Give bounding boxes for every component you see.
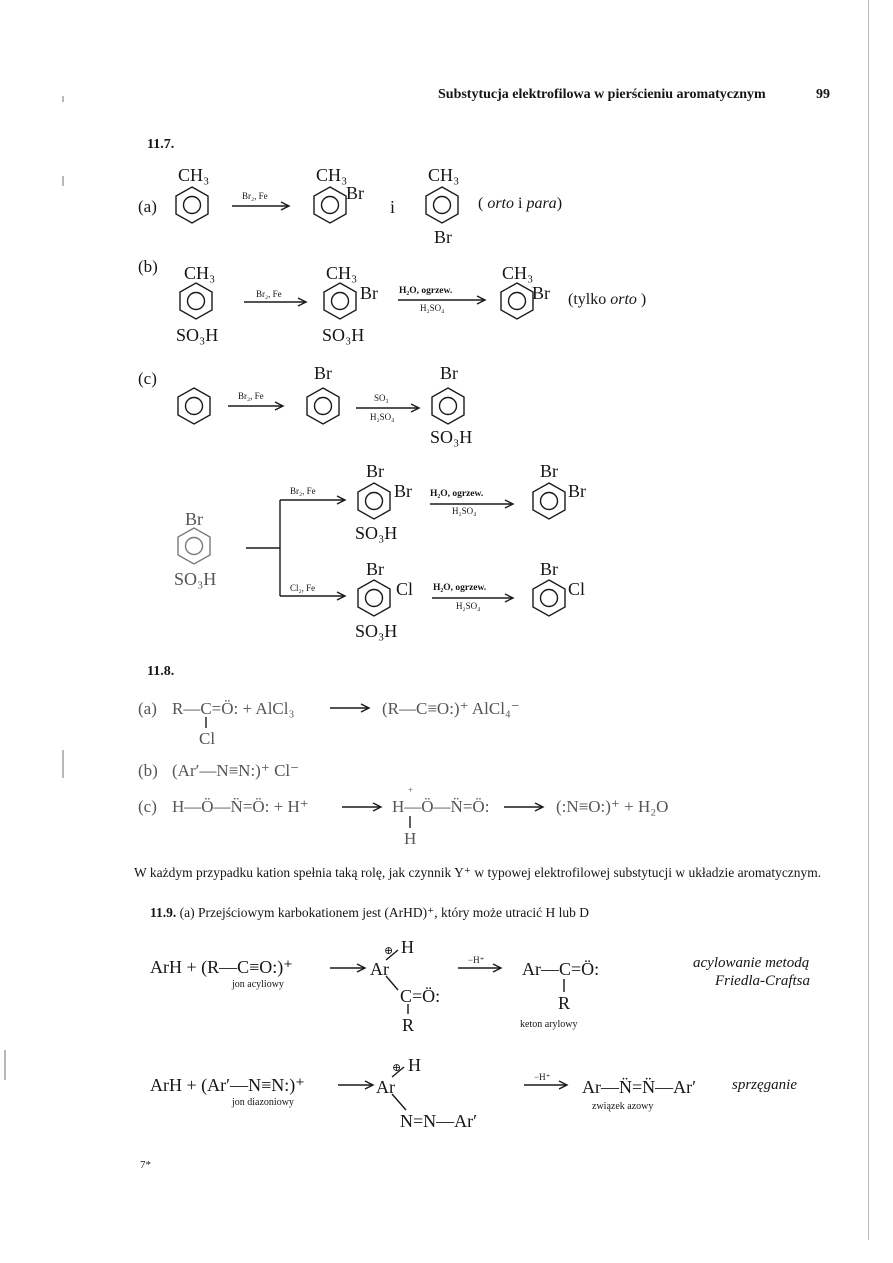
- substituent-text: Cl: [396, 579, 414, 599]
- benzene-ring-icon: [358, 483, 390, 519]
- condition-text: H₂O, ogrzew.: [430, 489, 484, 499]
- equation-text: H: [408, 1055, 421, 1075]
- substituent-text: CH₃: [178, 165, 210, 185]
- paragraph: [150, 904, 840, 922]
- substituent-text: CH₃: [502, 263, 534, 283]
- condition-text: H₂O, ogrzew.: [399, 286, 453, 296]
- section-number: 11.8.: [147, 664, 175, 679]
- substituent-text: Br: [346, 183, 364, 203]
- benzene-ring-icon: [307, 388, 339, 424]
- species-label: keton arylowy: [520, 1019, 578, 1030]
- equation-text: H: [401, 937, 414, 957]
- substituent-text: Br: [568, 481, 586, 501]
- condition-text: H₂SO₄: [456, 601, 481, 611]
- substituent-text: Cl: [568, 579, 586, 599]
- benzene-ring-icon: [176, 187, 208, 223]
- benzene-ring-icon: [426, 187, 458, 223]
- substituent-text: Br: [540, 461, 558, 481]
- equation-text: R: [558, 993, 571, 1013]
- conjunction-text: i: [390, 197, 396, 217]
- benzene-ring-icon: [314, 187, 346, 223]
- substituent-text: Br: [440, 363, 458, 383]
- equation-text: H—Ö—N̈=Ö: + H⁺: [172, 797, 309, 816]
- substituent-text: Br: [394, 481, 412, 501]
- lead-text: (a) Przejściowym karbokationem jest (ArHD)⁺, który może utracić H lub D: [176, 905, 590, 920]
- equation-text: (R—C≡O:)⁺ AlCl₄⁻: [382, 699, 520, 718]
- substituent-text: CH₃: [316, 165, 348, 185]
- benzene-ring-icon: [178, 388, 210, 424]
- substituent-text: CH₃: [326, 263, 358, 283]
- substituent-text: SO₃H: [322, 325, 365, 345]
- arrow-label: −H⁺: [534, 1072, 551, 1082]
- reaction-name: acylowanie metodą: [693, 955, 810, 971]
- substituent-text: Br: [532, 283, 550, 303]
- condition-text: H₂SO₄: [370, 412, 395, 422]
- substituent-text: CH₃: [428, 165, 460, 185]
- reaction-label: (c): [138, 797, 157, 816]
- condition-text: H₂SO₄: [420, 303, 445, 313]
- substituent-text: SO₃H: [430, 427, 473, 447]
- charge-text: ⊕: [392, 1062, 402, 1074]
- substituent-text: Br: [185, 509, 203, 529]
- equation-text: Ar: [376, 1077, 395, 1097]
- equation-text: Ar—C=Ö:: [522, 959, 600, 979]
- substituent-text: SO₃H: [176, 325, 219, 345]
- section-number: 11.9.: [150, 905, 177, 920]
- reaction-label: (b): [138, 257, 158, 276]
- equation-text: ArH + (Ar′—N≡N:)⁺: [150, 1075, 305, 1095]
- orientation-note: [568, 292, 646, 308]
- species-label: jon acyliowy: [232, 979, 284, 990]
- reagent-text: Br₂, Fe: [256, 289, 282, 299]
- substituent-text: SO₃H: [355, 523, 398, 543]
- equation-text: R—C=Ö: + AlCl₃: [172, 699, 295, 718]
- reagent-text: Cl₂, Fe: [290, 583, 316, 593]
- benzene-ring-icon: [358, 580, 390, 616]
- species-label: związek azowy: [592, 1101, 654, 1112]
- benzene-ring-icon: [533, 483, 565, 519]
- reaction-name: sprzęganie: [732, 1077, 797, 1093]
- equation-text: ArH + (R—C≡O:)⁺: [150, 957, 293, 977]
- benzene-ring-icon: [178, 528, 210, 564]
- reagent-text: Br₂, Fe: [290, 486, 316, 496]
- reaction-label: (c): [138, 369, 157, 388]
- note-text: (: [478, 195, 488, 212]
- page-number: 99: [816, 87, 830, 102]
- note-text: orto: [610, 291, 637, 308]
- signature-mark: 7*: [140, 1159, 151, 1171]
- running-header: Substytucja elektrofilowa w pierścieniu aromatycznym: [438, 87, 766, 102]
- species-label: jon diazoniowy: [232, 1097, 294, 1108]
- condition-text: SO₃: [374, 393, 389, 403]
- note-text: (tylko: [568, 291, 611, 308]
- arrow-label: −H⁺: [468, 955, 485, 965]
- note-text: ): [636, 291, 647, 308]
- equation-text: H: [404, 829, 417, 848]
- benzene-ring-icon: [533, 580, 565, 616]
- note-text: i: [514, 195, 527, 212]
- equation-text: Ar—N̈=N̈—Ar′: [582, 1077, 697, 1097]
- benzene-ring-icon: [501, 283, 533, 319]
- reaction-label: (b): [138, 761, 158, 780]
- reaction-label: (a): [138, 197, 157, 216]
- equation-text: N=N—Ar′: [400, 1111, 478, 1131]
- reaction-label: (a): [138, 699, 157, 718]
- note-text: orto: [487, 195, 514, 212]
- substituent-text: SO₃H: [174, 569, 217, 589]
- benzene-ring-icon: [324, 283, 356, 319]
- reagent-text: Br₂, Fe: [242, 191, 268, 201]
- reaction-name: Friedla-Craftsa: [715, 973, 811, 989]
- paragraph: W każdym przypadku kation spełnia taką rolę, jak czynnik Y⁺ w typowej elektrofilowej substytucji w układzie aromatycznym.: [134, 865, 822, 880]
- substituent-text: CH₃: [184, 263, 216, 283]
- equation-text: H—Ö—N̈=Ö:: [392, 797, 490, 816]
- substituent-text: Br: [434, 227, 452, 247]
- condition-text: H₂O, ogrzew.: [433, 583, 487, 593]
- reagent-text: Br₂, Fe: [238, 391, 264, 401]
- equation-text: C=Ö:: [400, 986, 441, 1006]
- condition-text: H₂SO₄: [452, 506, 477, 516]
- charge-text: ⊕: [384, 945, 394, 957]
- equation-text: (:N≡O:)⁺ + H₂O: [556, 797, 669, 816]
- equation-text: R: [402, 1015, 415, 1035]
- note-text: ): [556, 195, 563, 212]
- section-number: 11.7.: [147, 137, 175, 152]
- equation-text: (Ar′—N≡N:)⁺ Cl⁻: [172, 761, 300, 780]
- equation-text: Ar: [370, 959, 389, 979]
- substituent-text: Br: [540, 559, 558, 579]
- note-text: para: [526, 195, 557, 212]
- charge-text: +: [408, 785, 414, 795]
- substituent-text: Br: [366, 559, 384, 579]
- substituent-text: Br: [314, 363, 332, 383]
- orientation-note: [478, 196, 562, 212]
- substituent-text: Br: [360, 283, 378, 303]
- substituent-text: Br: [366, 461, 384, 481]
- benzene-ring-icon: [432, 388, 464, 424]
- equation-text: Cl: [199, 729, 216, 748]
- substituent-text: SO₃H: [355, 621, 398, 641]
- benzene-ring-icon: [180, 283, 212, 319]
